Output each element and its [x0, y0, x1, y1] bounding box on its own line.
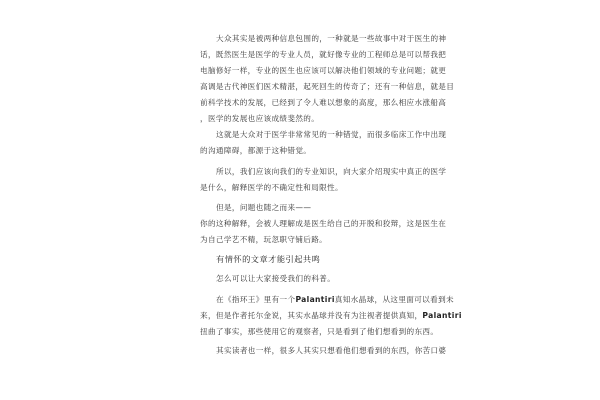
text-line: 大众其实是被两种信息包围的，一种就是一些故事中对于医生的神: [216, 34, 447, 43]
text-line: 话，既然医生是医学的专业人员，就好像专业的工程师总是可以帮我把: [200, 50, 447, 59]
paragraph-myth: [200, 31, 455, 127]
text-line: 怎么可以让大家接受我们的科普。: [216, 274, 336, 283]
text-line: 这就是大众对于医学非常常见的一种错觉，而很多临床工作中出现: [216, 130, 447, 139]
text-line: [200, 292, 454, 308]
text-line: 的沟通障碍，都源于这种错觉。: [200, 146, 312, 155]
palantiri-term: Palantiri: [422, 311, 462, 320]
text-line: ，医学的发展也应该成绩斐然的。: [200, 114, 320, 123]
text-segment: 在《指环王》里有一个: [216, 295, 296, 304]
text-line: [200, 324, 439, 340]
text-line: 高调是古代神医们医术精湛，起死回生的传奇了；还有一种信息，就是目: [200, 82, 455, 91]
paragraph-palantiri: [200, 292, 462, 340]
paragraph-problem: [200, 200, 447, 248]
text-line: 所以，我们应该向我们的专业知识，向大家介绍现实中真正的医学: [216, 167, 447, 176]
text-line: 电脑修好一样，专业的医生也应该可以解决他们领域的专业问题；就更: [200, 66, 447, 75]
text-line: 是什么，解释医学的不确定性和局限性。: [200, 183, 343, 192]
paragraph-readers: [200, 343, 447, 359]
text-line: 其实读者也一样，很多人其实只想看他们想看到的东西，你苦口婆: [216, 346, 447, 355]
text-line: 但是，问题也随之而来——: [216, 203, 312, 212]
text-line: [200, 308, 462, 324]
text-line: 前科学技术的发展，已经到了令人难以想象的高度，那么相应水涨船高: [200, 98, 447, 107]
section-heading: 有情怀的文章才能引起共鸣: [216, 254, 321, 264]
palantiri-term: Palantiri: [295, 295, 335, 304]
text-segment: 扭曲了事实，那些使用它的观察者，只是看到了他们想看到的东西。: [200, 327, 439, 336]
paragraph-question: [200, 271, 432, 287]
paragraph-explain: [200, 164, 447, 196]
text-line: 你的这种解释，会被人理解成是医生给自己的开脱和狡辩，这是医生在: [200, 219, 447, 228]
text-segment: 真知水晶球，从这里面可以看到未: [334, 295, 454, 304]
paragraph-illusion: [200, 127, 447, 159]
text-segment: 来，但是作者托尔金说，其实水晶球并没有为注视者提供真知，: [200, 311, 423, 320]
text-line: 为自己学艺不精，玩忽职守铺后路。: [200, 235, 328, 244]
